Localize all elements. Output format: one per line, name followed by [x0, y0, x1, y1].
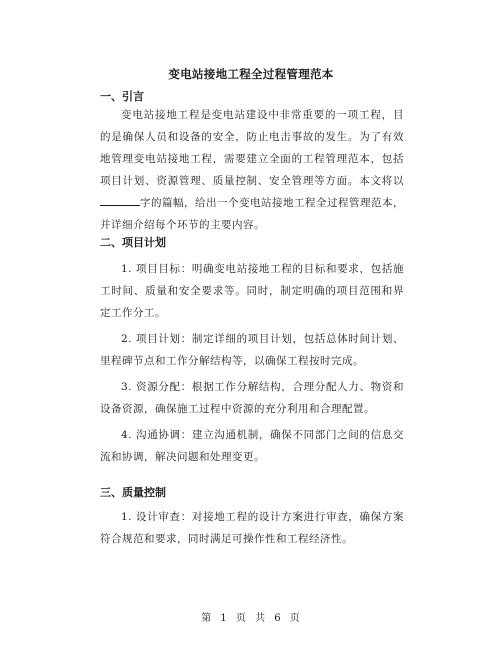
- section-heading-project-plan: 二、项目计划: [100, 236, 166, 249]
- document-title: 变电站接地工程全过程管理范本: [168, 67, 334, 81]
- plan-paragraph-1: 1. 项目目标：明确变电站接地工程的目标和要求，包括施工时间、质量和安全要求等。同时，制定明确的项目范围和界定工作分工。: [100, 263, 404, 319]
- page-number-footer: 第 1 页 共 6 页: [201, 613, 301, 624]
- intro-text-part-1: 变电站接地工程是变电站建设中非常重要的一项工程，目的是确保人员和设备的安全，防止电击事故的发生。为了有效地管理变电站接地工程，需要建立全面的工程管理范本，包括项目计划、资源管理、质量控制、安全管理等方面。本文将以: [100, 109, 404, 187]
- section-heading-quality-control: 三、质量控制: [100, 486, 166, 499]
- quality-paragraph-1: 1. 设计审查：对接地工程的设计方案进行审查，确保方案符合规范和要求，同时满足可操作性和工程经济性。: [100, 511, 404, 545]
- plan-paragraph-3: 3. 资源分配：根据工作分解结构，合理分配人力、物资和设备资源，确保施工过程中资源的充分利用和合理配置。: [100, 381, 404, 415]
- section-heading-intro: 一、引言: [100, 90, 144, 103]
- word-count-blank: [100, 195, 140, 206]
- intro-paragraph: [100, 104, 404, 236]
- plan-paragraph-4: 4. 沟通协调：建立沟通机制，确保不同部门之间的信息交流和协调，解决问题和处理变更。: [100, 429, 404, 463]
- plan-paragraph-2: 2. 项目计划：制定详细的项目计划，包括总体时间计划、里程碑节点和工作分解结构等，以确保工程按时完成。: [100, 333, 404, 367]
- intro-text-part-2: 字的篇幅，给出一个变电站接地工程全过程管理范本，并详细介绍每个环节的主要内容。: [100, 197, 404, 231]
